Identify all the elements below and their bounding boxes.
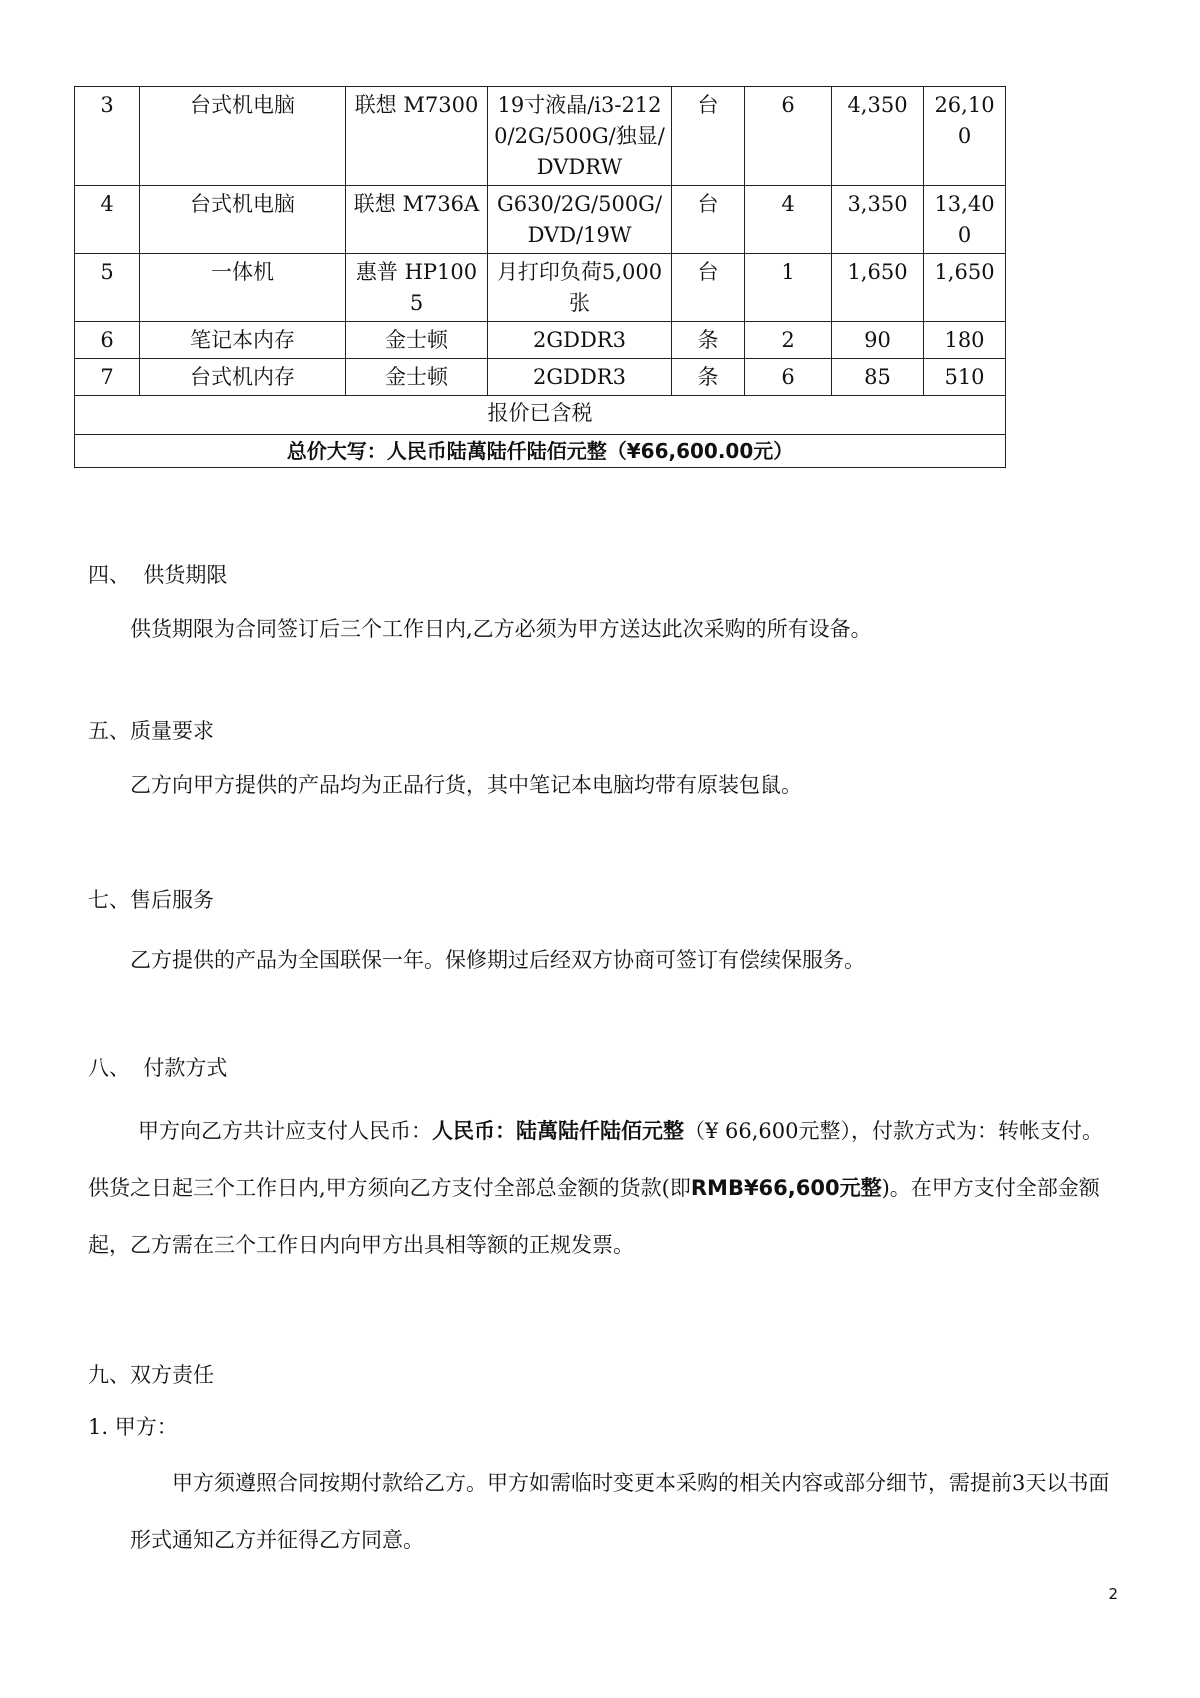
tax-note-row xyxy=(75,396,1006,435)
cell-amount: 13,400 xyxy=(924,186,1006,254)
payment-amount-rmb: RMB¥66,600元整 xyxy=(690,1176,882,1200)
table-row xyxy=(75,322,1006,359)
cell-name: 台式机电脑 xyxy=(140,186,346,254)
section-9-body: 甲方须遵照合同按期付款给乙方。甲方如需临时变更本采购的相关内容或部分细节，需提前3天以书面形式通知乙方并征得乙方同意。 xyxy=(130,1471,1110,1552)
section-7-title: 七、售后服务 xyxy=(88,888,214,912)
section-8-title: 八、 付款方式 xyxy=(88,1056,228,1080)
cell-name: 笔记本内存 xyxy=(140,322,346,359)
table-row xyxy=(75,186,1006,254)
cell-no: 6 xyxy=(75,322,140,359)
cell-model: 惠普 HP1005 xyxy=(346,254,488,322)
cell-price: 1,650 xyxy=(832,254,924,322)
cell-unit: 条 xyxy=(672,359,745,396)
cell-unit: 台 xyxy=(672,87,745,186)
cell-amount: 180 xyxy=(924,322,1006,359)
cell-amount: 26,100 xyxy=(924,87,1006,186)
payment-text-c: （¥ 66,600元整），付款方式为：转帐支付。供货之日起三个工作日内,甲方须向乙方支付全部总金额的货款(即 xyxy=(88,1119,1104,1200)
cell-model: 金士顿 xyxy=(346,359,488,396)
cell-spec: 月打印负荷5,000张 xyxy=(488,254,672,322)
cell-qty: 2 xyxy=(745,322,832,359)
price-table xyxy=(74,86,1006,468)
cell-unit: 条 xyxy=(672,322,745,359)
section-5-body: 乙方向甲方提供的产品均为正品行货，其中笔记本电脑均带有原装包鼠。 xyxy=(130,773,802,797)
section-4-title: 四、 供货期限 xyxy=(88,563,228,587)
cell-no: 5 xyxy=(75,254,140,322)
cell-qty: 1 xyxy=(745,254,832,322)
cell-price: 90 xyxy=(832,322,924,359)
cell-amount: 510 xyxy=(924,359,1006,396)
cell-no: 4 xyxy=(75,186,140,254)
payment-text-a: 甲方向乙方共计应支付人民币： xyxy=(138,1119,432,1143)
section-9-party-a: 1. 甲方： xyxy=(88,1415,178,1439)
cell-amount: 1,650 xyxy=(924,254,1006,322)
payment-amount-words: 人民币：陆萬陆仟陆佰元整 xyxy=(432,1119,684,1143)
cell-no: 3 xyxy=(75,87,140,186)
cell-no: 7 xyxy=(75,359,140,396)
cell-spec: G630/2G/500G/DVD/19W xyxy=(488,186,672,254)
tax-note: 报价已含税 xyxy=(75,396,1006,435)
cell-name: 一体机 xyxy=(140,254,346,322)
section-4-body: 供货期限为合同签订后三个工作日内,乙方必须为甲方送达此次采购的所有设备。 xyxy=(130,617,872,641)
table-row xyxy=(75,359,1006,396)
total-amount-text: 总价大写：人民币陆萬陆仟陆佰元整（¥66,600.00元） xyxy=(75,435,1006,468)
section-9-title: 九、双方责任 xyxy=(88,1363,214,1387)
section-8-body xyxy=(88,1103,1120,1274)
cell-model: 金士顿 xyxy=(346,322,488,359)
table-row xyxy=(75,254,1006,322)
cell-price: 4,350 xyxy=(832,87,924,186)
cell-name: 台式机电脑 xyxy=(140,87,346,186)
payment-text-e: )。在甲方支付全部金额起，乙方需在三个工作日内向甲方出具相等额的正规发票。 xyxy=(88,1176,1100,1257)
cell-unit: 台 xyxy=(672,254,745,322)
cell-name: 台式机内存 xyxy=(140,359,346,396)
cell-qty: 6 xyxy=(745,87,832,186)
cell-spec: 2GDDR3 xyxy=(488,322,672,359)
cell-model: 联想 M7300 xyxy=(346,87,488,186)
cell-price: 85 xyxy=(832,359,924,396)
cell-spec: 2GDDR3 xyxy=(488,359,672,396)
cell-spec: 19寸液晶/i3-2120/2G/500G/独显/DVDRW xyxy=(488,87,672,186)
cell-price: 3,350 xyxy=(832,186,924,254)
total-row xyxy=(75,435,1006,468)
cell-qty: 6 xyxy=(745,359,832,396)
section-5-title: 五、质量要求 xyxy=(88,719,214,743)
section-7-body: 乙方提供的产品为全国联保一年。保修期过后经双方协商可签订有偿续保服务。 xyxy=(130,948,865,972)
cell-qty: 4 xyxy=(745,186,832,254)
table-row xyxy=(75,87,1006,186)
cell-model: 联想 M736A xyxy=(346,186,488,254)
cell-unit: 台 xyxy=(672,186,745,254)
page-number: 2 xyxy=(1108,1585,1118,1603)
